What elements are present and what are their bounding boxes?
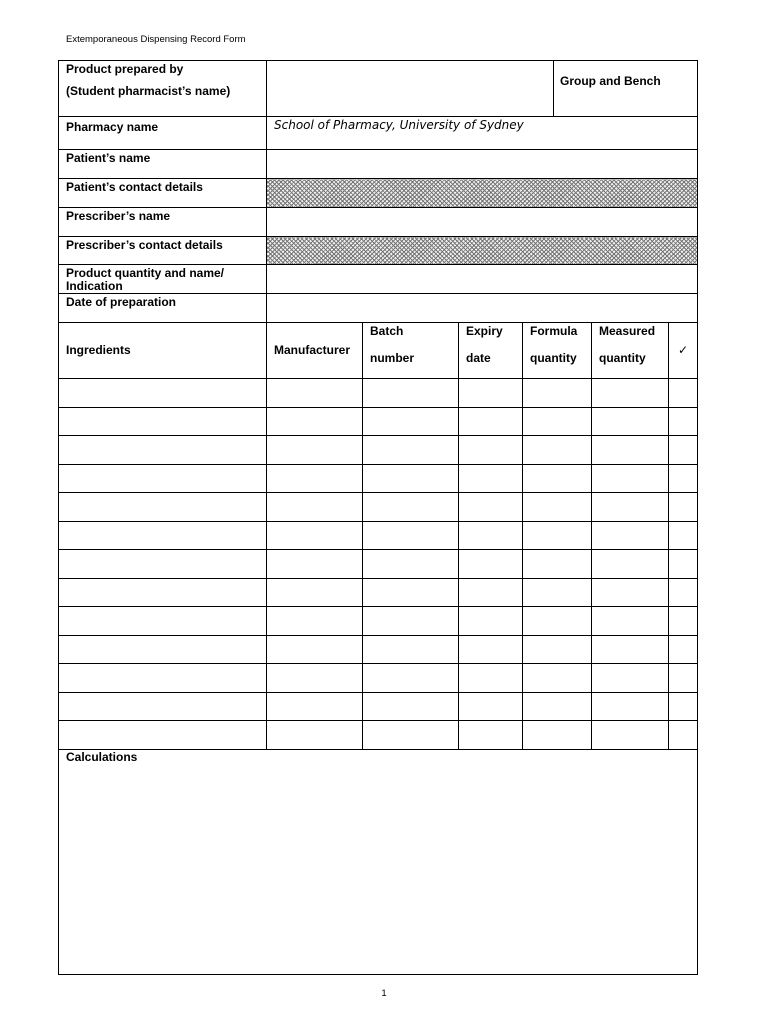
calculations-label: Calculations (66, 749, 138, 764)
formula-quantity-cell[interactable] (523, 635, 592, 664)
ingredient-row (59, 664, 698, 693)
batch-number-cell[interactable] (363, 407, 459, 436)
batch-header-top: Batch (370, 324, 404, 338)
batch-number-cell[interactable] (363, 521, 459, 550)
patient-name-label: Patient’s name (59, 150, 267, 179)
manufacturer-cell[interactable] (267, 493, 363, 522)
product-quantity-field[interactable] (267, 265, 698, 294)
product-quantity-row (59, 265, 698, 294)
patient-contact-label: Patient’s contact details (59, 179, 267, 208)
check-cell[interactable] (669, 607, 698, 636)
measured-quantity-cell[interactable] (592, 664, 669, 693)
formula-quantity-column-header (523, 323, 592, 379)
batch-number-cell[interactable] (363, 721, 459, 750)
measured-header-top: Measured (599, 324, 656, 338)
batch-number-cell[interactable] (363, 550, 459, 579)
expiry-date-cell[interactable] (459, 607, 523, 636)
check-cell[interactable] (669, 721, 698, 750)
calculations-field[interactable] (59, 749, 698, 974)
patient-name-field[interactable] (267, 150, 698, 179)
ingredient-row (59, 635, 698, 664)
check-cell[interactable] (669, 379, 698, 408)
expiry-date-cell[interactable] (459, 407, 523, 436)
check-cell[interactable] (669, 521, 698, 550)
product-quantity-line2: Indication (66, 279, 123, 293)
formula-quantity-cell[interactable] (523, 692, 592, 721)
check-cell[interactable] (669, 578, 698, 607)
date-of-preparation-label: Date of preparation (59, 294, 267, 323)
expiry-date-cell[interactable] (459, 464, 523, 493)
prescriber-contact-shaded-field (267, 237, 698, 265)
manufacturer-cell[interactable] (267, 692, 363, 721)
ingredient-cell[interactable] (59, 721, 267, 750)
ingredient-row (59, 436, 698, 465)
expiry-date-cell[interactable] (459, 721, 523, 750)
product-quantity-line1: Product quantity and name/ (66, 266, 225, 280)
ingredient-cell[interactable] (59, 521, 267, 550)
manufacturer-cell[interactable] (267, 407, 363, 436)
prescriber-contact-row (59, 237, 698, 265)
product-prepared-by-row (59, 61, 698, 117)
ingredient-cell[interactable] (59, 607, 267, 636)
product-prepared-by-text: Product prepared by (66, 62, 184, 76)
group-and-bench-label: Group and Bench (560, 74, 661, 88)
dispensing-record-table (58, 60, 698, 975)
expiry-date-cell[interactable] (459, 664, 523, 693)
measured-quantity-cell[interactable] (592, 379, 669, 408)
check-cell[interactable] (669, 635, 698, 664)
batch-number-column-header (363, 323, 459, 379)
student-name-field[interactable] (267, 61, 698, 117)
batch-number-cell[interactable] (363, 635, 459, 664)
formula-quantity-cell[interactable] (523, 493, 592, 522)
manufacturer-cell[interactable] (267, 550, 363, 579)
formula-header-top: Formula (530, 324, 578, 338)
measured-quantity-cell[interactable] (592, 407, 669, 436)
expiry-date-cell[interactable] (459, 692, 523, 721)
measured-quantity-cell[interactable] (592, 521, 669, 550)
manufacturer-cell[interactable] (267, 464, 363, 493)
student-name-label: (Student pharmacist’s name) (66, 84, 231, 98)
product-prepared-by-label (59, 61, 267, 117)
manufacturer-cell[interactable] (267, 664, 363, 693)
formula-quantity-cell[interactable] (523, 664, 592, 693)
measured-quantity-cell[interactable] (592, 692, 669, 721)
ingredient-row (59, 407, 698, 436)
page-header-title: Extemporaneous Dispensing Record Form (66, 34, 246, 45)
batch-number-cell[interactable] (363, 607, 459, 636)
expiry-header-bottom: date (466, 351, 491, 365)
expiry-date-column-header (459, 323, 523, 379)
ingredient-cell[interactable] (59, 464, 267, 493)
ingredient-cell[interactable] (59, 493, 267, 522)
ingredient-row (59, 550, 698, 579)
batch-number-cell[interactable] (363, 379, 459, 408)
check-cell[interactable] (669, 407, 698, 436)
manufacturer-cell[interactable] (267, 379, 363, 408)
batch-number-cell[interactable] (363, 493, 459, 522)
measured-quantity-column-header (592, 323, 669, 379)
patient-contact-row (59, 179, 698, 208)
ingredient-row (59, 721, 698, 750)
measured-quantity-cell[interactable] (592, 493, 669, 522)
calculations-row (59, 749, 698, 974)
manufacturer-cell[interactable] (267, 578, 363, 607)
checkmark-icon: ✓ (669, 323, 698, 379)
formula-quantity-cell[interactable] (523, 721, 592, 750)
ingredients-header-row (59, 323, 698, 379)
prescriber-name-field[interactable] (267, 208, 698, 237)
measured-quantity-cell[interactable] (592, 635, 669, 664)
check-cell[interactable] (669, 493, 698, 522)
ingredient-cell[interactable] (59, 379, 267, 408)
ingredient-cell[interactable] (59, 635, 267, 664)
pharmacy-name-label: Pharmacy name (59, 117, 267, 150)
measured-quantity-cell[interactable] (592, 436, 669, 465)
formula-quantity-cell[interactable] (523, 521, 592, 550)
expiry-date-cell[interactable] (459, 436, 523, 465)
product-quantity-label (59, 265, 267, 294)
expiry-date-cell[interactable] (459, 578, 523, 607)
patient-contact-shaded-field (267, 179, 698, 208)
pharmacy-name-row (59, 117, 698, 150)
expiry-date-cell[interactable] (459, 635, 523, 664)
ingredients-column-header: Ingredients (59, 323, 267, 379)
measured-quantity-cell[interactable] (592, 721, 669, 750)
batch-number-cell[interactable] (363, 436, 459, 465)
check-cell[interactable] (669, 692, 698, 721)
formula-quantity-cell[interactable] (523, 407, 592, 436)
expiry-date-cell[interactable] (459, 379, 523, 408)
prescriber-name-label: Prescriber’s name (59, 208, 267, 237)
ingredient-row (59, 493, 698, 522)
check-cell[interactable] (669, 550, 698, 579)
pharmacy-name-field[interactable] (267, 117, 698, 150)
prescriber-contact-label: Prescriber’s contact details (59, 237, 267, 265)
formula-header-bottom: quantity (530, 351, 577, 365)
ingredient-row (59, 578, 698, 607)
ingredient-cell[interactable] (59, 550, 267, 579)
ingredient-cell[interactable] (59, 578, 267, 607)
group-bench-divider (553, 61, 554, 116)
manufacturer-cell[interactable] (267, 607, 363, 636)
expiry-date-cell[interactable] (459, 550, 523, 579)
ingredient-cell[interactable] (59, 436, 267, 465)
measured-quantity-cell[interactable] (592, 550, 669, 579)
patient-name-row (59, 150, 698, 179)
ingredient-row (59, 379, 698, 408)
ingredient-row (59, 521, 698, 550)
ingredient-row (59, 464, 698, 493)
formula-quantity-cell[interactable] (523, 464, 592, 493)
manufacturer-cell[interactable] (267, 436, 363, 465)
formula-quantity-cell[interactable] (523, 578, 592, 607)
ingredient-row (59, 692, 698, 721)
batch-number-cell[interactable] (363, 578, 459, 607)
batch-number-cell[interactable] (363, 664, 459, 693)
expiry-date-cell[interactable] (459, 521, 523, 550)
check-cell[interactable] (669, 436, 698, 465)
expiry-date-cell[interactable] (459, 493, 523, 522)
measured-header-bottom: quantity (599, 351, 646, 365)
measured-quantity-cell[interactable] (592, 607, 669, 636)
formula-quantity-cell[interactable] (523, 550, 592, 579)
measured-quantity-cell[interactable] (592, 464, 669, 493)
expiry-header-top: Expiry (466, 324, 503, 338)
ingredient-cell[interactable] (59, 664, 267, 693)
prescriber-name-row (59, 208, 698, 237)
check-cell[interactable] (669, 664, 698, 693)
pharmacy-name-value: School of Pharmacy, University of Sydney (274, 118, 524, 132)
measured-quantity-cell[interactable] (592, 578, 669, 607)
manufacturer-cell[interactable] (267, 521, 363, 550)
ingredient-row (59, 607, 698, 636)
formula-quantity-cell[interactable] (523, 607, 592, 636)
manufacturer-column-header: Manufacturer (267, 323, 363, 379)
ingredient-cell[interactable] (59, 407, 267, 436)
batch-number-cell[interactable] (363, 464, 459, 493)
batch-header-bottom: number (370, 351, 415, 365)
formula-quantity-cell[interactable] (523, 379, 592, 408)
check-cell[interactable] (669, 464, 698, 493)
formula-quantity-cell[interactable] (523, 436, 592, 465)
batch-number-cell[interactable] (363, 692, 459, 721)
date-of-preparation-field[interactable] (267, 294, 698, 323)
date-of-preparation-row (59, 294, 698, 323)
manufacturer-cell[interactable] (267, 721, 363, 750)
page-number: 1 (381, 988, 387, 999)
manufacturer-cell[interactable] (267, 635, 363, 664)
ingredient-cell[interactable] (59, 692, 267, 721)
